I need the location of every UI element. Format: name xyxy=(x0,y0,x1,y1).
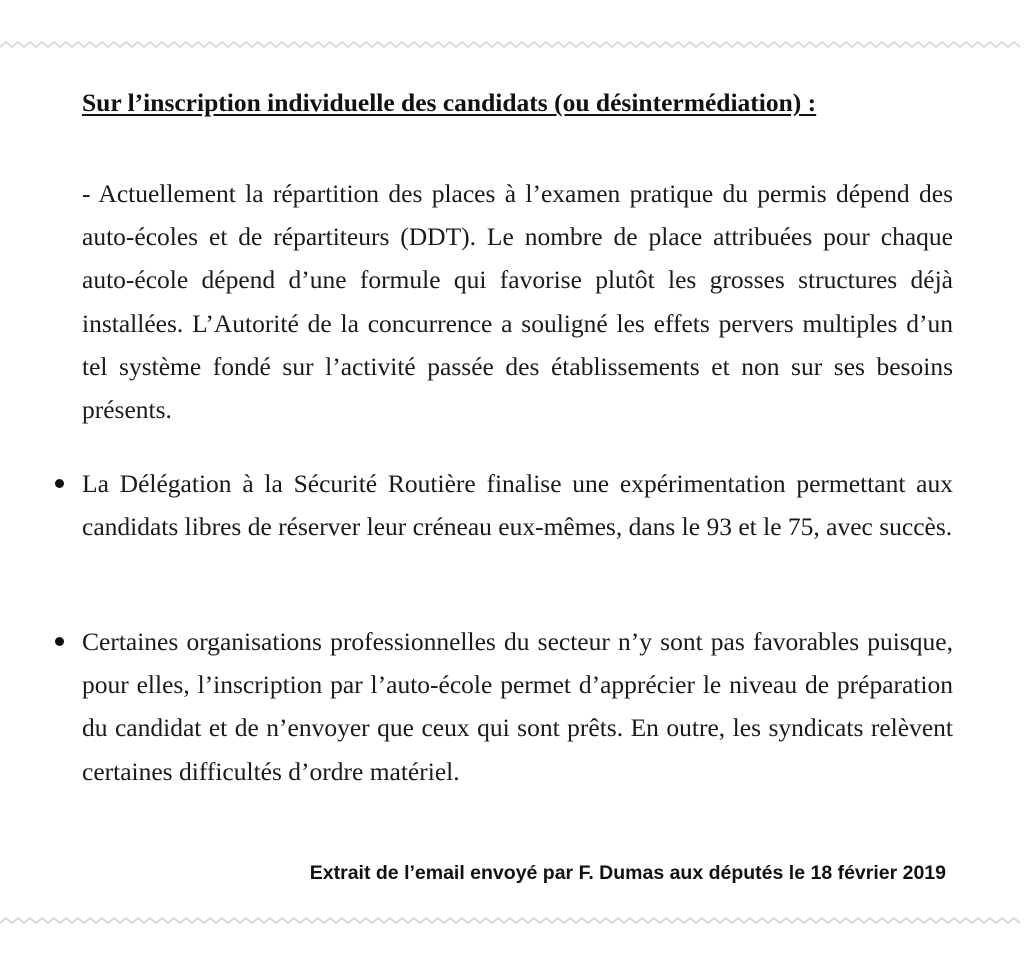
torn-edge-top xyxy=(0,40,1024,50)
source-caption: Extrait de l’email envoyé par F. Dumas aux députés le 18 février 2019 xyxy=(309,862,946,884)
torn-edge-bottom xyxy=(0,916,1024,926)
bullet-item-organisations: Certaines organisations professionnelles du secteur n’y sont pas favorables puisque, pour elles, l’inscription par l’auto-école permet d’apprécier le niveau de préparation du candidat et de n’envoyer que ceux qui sont prêts. En outre, les syndicats relèvent certaines difficultés d’ordre matériel. xyxy=(82,627,953,786)
intro-paragraph: - Actuellement la répartition des places à l’examen pratique du permis dépend des auto-écoles et de répartiteurs (DDT). Le nombre de place attribuées pour chaque auto-école dépend d’une formule qui favorise plutôt les grosses structures déjà installées. L’Autorité de la concurrence a souligné les effets pervers multiples d’un tel système fondé sur l’activité passée des établissements et non sur ses besoins présents. xyxy=(82,179,953,425)
document-title: Sur l’inscription individuelle des candidats (ou désintermédiation) : xyxy=(82,88,817,117)
bullet-dot xyxy=(55,479,64,488)
bullet-dot xyxy=(55,637,64,646)
bullet-item-experimentation: La Délégation à la Sécurité Routière finalise une expérimentation permettant aux candidats libres de réserver leur créneau eux-mêmes, dans le 93 et le 75, avec succès. xyxy=(82,469,953,542)
